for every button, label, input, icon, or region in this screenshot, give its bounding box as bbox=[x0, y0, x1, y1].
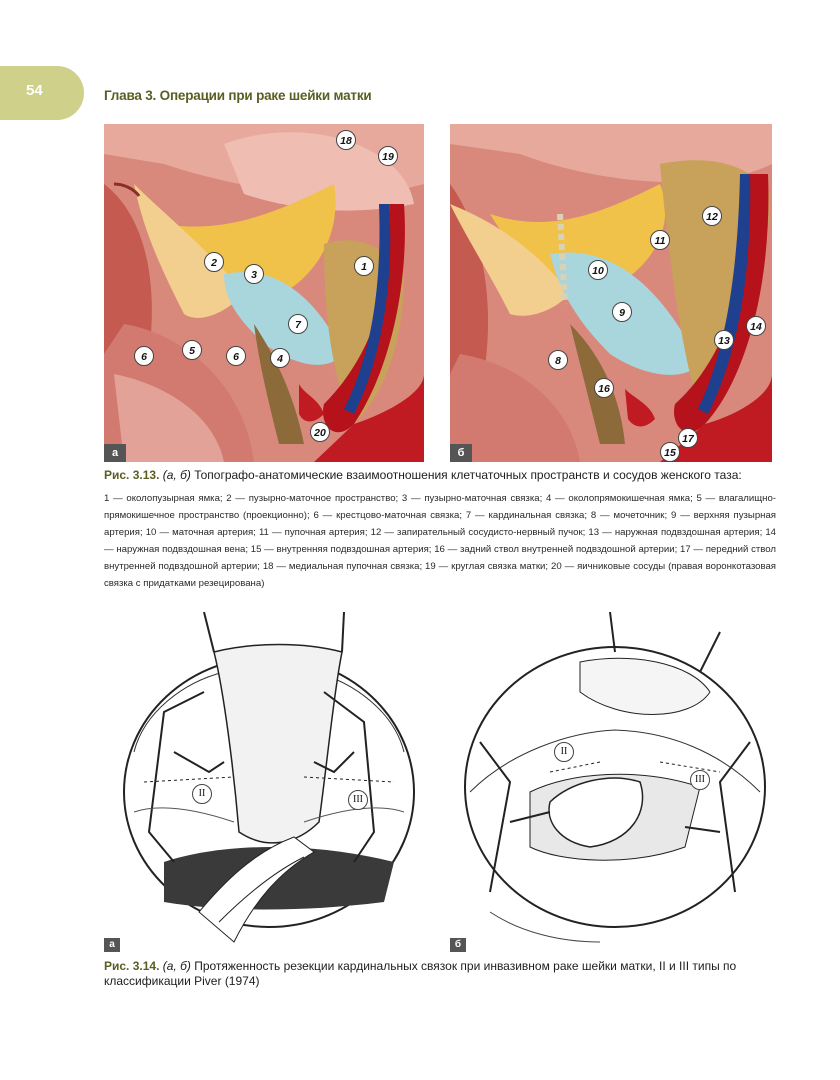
callout-8: 8 bbox=[548, 350, 568, 370]
callout-3: 3 bbox=[244, 264, 264, 284]
panel-b-label: б bbox=[450, 444, 472, 462]
callout-6: 6 bbox=[134, 346, 154, 366]
figure-313-caption bbox=[104, 468, 784, 483]
chapter-title: Глава 3. Операции при раке шейки матки bbox=[104, 88, 372, 103]
callout-9: 9 bbox=[612, 302, 632, 322]
callout-2: 2 bbox=[204, 252, 224, 272]
caption2-label: Рис. 3.14. bbox=[104, 959, 160, 973]
page-number: 54 bbox=[26, 82, 43, 99]
roman-label-ii-b: II bbox=[554, 742, 574, 762]
callout-12: 12 bbox=[702, 206, 722, 226]
panel-a-label-314: а bbox=[104, 938, 120, 952]
figure-313-legend: 1 — околопузырная ямка; 2 — пузырно-маточное пространство; 3 — пузырно-маточная связка; 4 — околопрямокишечная ямка; 5 — влагалищно-прямокишечное пространство (проекционно); 6 — крестцово-маточная связка; 7 — кардинальная связка; 8 — мочеточник; 9 — верхняя пузырная артерия; 10 — маточная артерия; 11 — пупочная артерия; 12 — запирательный сосудисто-нервный пучок; 13 — наружная подвздошная артерия; 14 — наружная подвздошная вена; 15 — внутренняя подвздошная артерия; 16 — задний ствол внутренней подвздошной артерии; 17 — передний ствол внутренней подвздошной артерии; 18 — медиальная пупочная связка; 19 — круглая связка матки; 20 — яичниковые сосуды (правая воронкотазовая связка с придатками резецирована) bbox=[104, 493, 776, 589]
caption-parts: (а, б) bbox=[162, 468, 191, 482]
callout-7: 7 bbox=[288, 314, 308, 334]
caption-text: Топографо-анатомические взаимоотношения клетчаточных пространств и сосудов женского таза: bbox=[194, 468, 742, 482]
caption-label: Рис. 3.13. bbox=[104, 468, 160, 482]
figure-314-caption bbox=[104, 959, 804, 989]
callout-15: 15 bbox=[660, 442, 680, 462]
callout-1: 1 bbox=[354, 256, 374, 276]
roman-label-ii: II bbox=[192, 784, 212, 804]
caption2-parts: (а, б) bbox=[162, 959, 191, 973]
panel-b-label-314: б bbox=[450, 938, 466, 952]
figure-313b-illustration bbox=[450, 124, 772, 462]
callout-11: 11 bbox=[650, 230, 670, 250]
caption2-text: Протяженность резекции кардинальных связок при инвазивном раке шейки матки, II и III типы по классификации Piver (1974) bbox=[104, 959, 737, 988]
callout-17: 17 bbox=[678, 428, 698, 448]
callout-16: 16 bbox=[594, 378, 614, 398]
callout-18: 18 bbox=[336, 130, 356, 150]
callout-19: 19 bbox=[378, 146, 398, 166]
callout-10: 10 bbox=[588, 260, 608, 280]
page-number-tab bbox=[0, 66, 84, 120]
figure-314b-drawing bbox=[450, 612, 780, 952]
figure-314a-drawing bbox=[104, 612, 434, 952]
callout-13: 13 bbox=[714, 330, 734, 350]
roman-label-iii: III bbox=[348, 790, 368, 810]
panel-a-label: а bbox=[104, 444, 126, 462]
callout-5: 5 bbox=[182, 340, 202, 360]
callout-6b: 6 bbox=[226, 346, 246, 366]
callout-14: 14 bbox=[746, 316, 766, 336]
callout-20: 20 bbox=[310, 422, 330, 442]
callout-4: 4 bbox=[270, 348, 290, 368]
roman-label-iii-b: III bbox=[690, 770, 710, 790]
figure-313a-illustration bbox=[104, 124, 424, 462]
